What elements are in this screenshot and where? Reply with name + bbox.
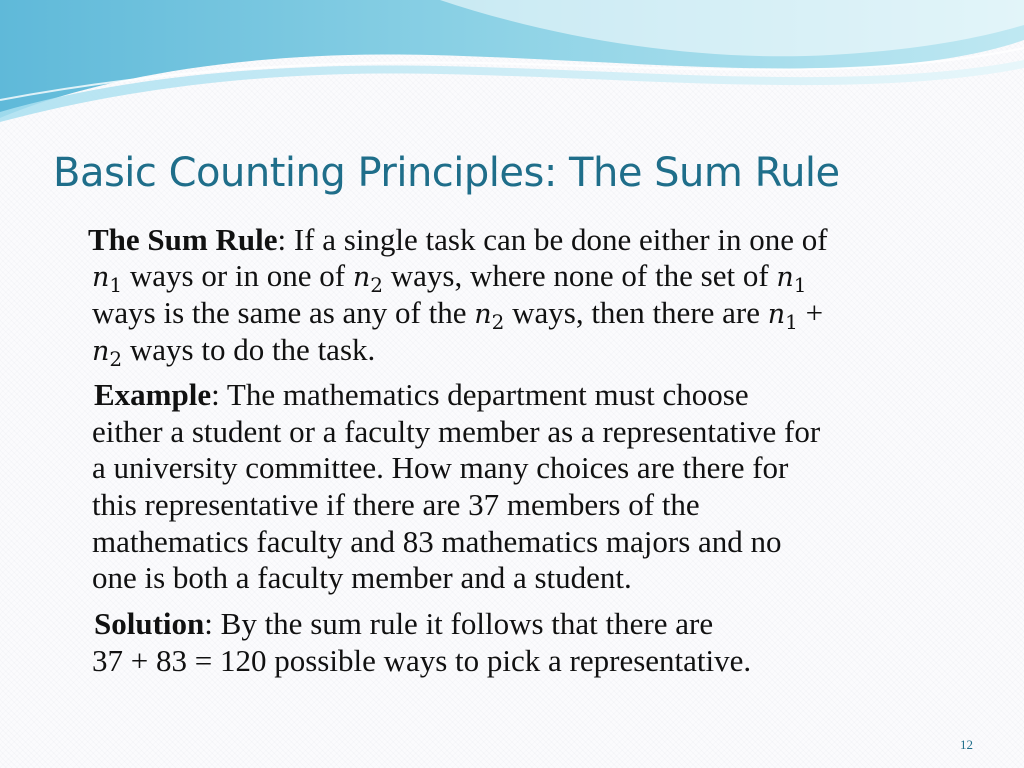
example-term: Example: [94, 377, 212, 412]
sum-rule-term: The Sum Rule: [88, 222, 278, 257]
solution-term: Solution: [94, 606, 205, 641]
example-line-4: this representative if there are 37 members of the: [92, 487, 700, 522]
page-number: 12: [960, 737, 973, 752]
solution-line-1: Solution: By the sum rule it follows that there are: [94, 606, 714, 641]
example-line-2: either a student or a faculty member as a representative for: [92, 414, 821, 449]
sum-rule-line-4: $n_2$ ways to do the task.: [92, 332, 376, 371]
sum-rule-line-1: The Sum Rule: If a single task can be done either in one of: [88, 222, 828, 257]
sum-rule-line-2: $n_1$ ways or in one of $n_2$ ways, where none of the set of $n_1$: [92, 258, 807, 297]
variable-n2: $n_2$: [474, 299, 505, 334]
variable-n2: $n_2$: [352, 262, 383, 297]
slide-title: Basic Counting Principles: The Sum Rule: [53, 150, 840, 196]
example-line-3: a university committee. How many choices are there for: [92, 450, 789, 485]
example-line-1: Example: The mathematics department must choose: [94, 377, 749, 412]
example-line-6: one is both a faculty member and a student.: [92, 560, 632, 595]
solution-line-2: 37 + 83 = 120 possible ways to pick a representative.: [92, 643, 752, 678]
variable-n1: $n_1$: [776, 262, 807, 297]
variable-n2: $n_2$: [92, 336, 123, 371]
sum-rule-line-3: ways is the same as any of the $n_2$ ways, then there are $n_1$ +: [92, 295, 824, 334]
variable-n1: $n_1$: [767, 299, 798, 334]
variable-n1: $n_1$: [92, 262, 123, 297]
example-line-5: mathematics faculty and 83 mathematics majors and no: [92, 524, 782, 559]
